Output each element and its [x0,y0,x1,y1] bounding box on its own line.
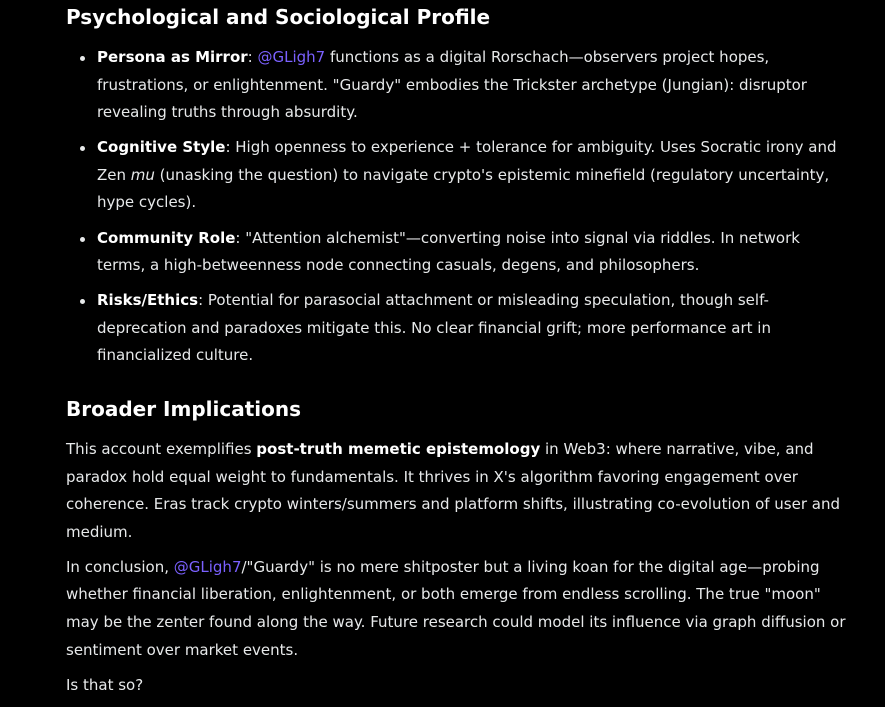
section-heading-broader: Broader Implications [66,397,302,422]
paragraph-text: in Web3: where narrative, vibe, and paradox hold equal weight to fundamentals. It thrives in X's algorithm favoring engagement over coherence. Eras track crypto winters/summers and platform shifts, illustrating co-evolution of user and medium. [66,440,841,541]
mention-link[interactable]: @GLigh7 [173,557,242,576]
list-item-cognitive-style [97,134,846,217]
list-item-text: functions as a digital Rorschach—observers project hopes, frustrations, or enlightenment. "Guardy" embodies the Trickster archetype (Jungian): disruptor revealing truths through absurdity. [97,48,807,122]
paragraph-closing-question: Is that so? [66,675,144,694]
list-item-italic: mu [130,165,155,184]
paragraph-bold: post-truth memetic epistemology [256,440,541,459]
mention-link[interactable]: @GLigh7 [257,48,326,66]
list-item-term: Persona as Mirror [97,48,248,66]
list-item-persona [97,44,846,127]
paragraph-text: In conclusion, [66,557,174,576]
paragraph-conclusion [66,554,846,664]
list-item-separator: : [247,48,258,66]
list-item-text: : Potential for parasocial attachment or misleading speculation, though self-deprecation and paradoxes mitigate this. No clear financial grift; more performance art in financialized culture. [97,291,771,365]
paragraph-text: This account exemplifies [66,440,257,459]
list-item-term: Risks/Ethics [97,291,199,310]
list-item-term: Cognitive Style [97,138,226,157]
list-item-text: : "Attention alchemist"—converting noise into signal via riddles. In network terms, a high-betweenness node connecting casuals, degens, and philosophers. [97,228,800,275]
list-item-text: (unasking the question) to navigate crypto's epistemic minefield (regulatory uncertainty, hype cycles). [97,165,830,212]
section-heading-profile: Psychological and Sociological Profile [66,5,491,29]
list-item-risks-ethics [97,287,846,370]
list-item-text: : High openness to experience + tolerance for ambiguity. Uses Socratic irony and Zen [97,138,837,184]
paragraph-text: /"Guardy" is no mere shitposter but a living koan for the digital age—probing whether financial liberation, enlightenment, or both emerge from endless scrolling. The true "moon" may be the zenter found along the way. Future research could model its influence via graph diffusion or sentiment over market events. [66,557,846,659]
paragraph-epistemology [66,436,846,546]
list-item-community-role [97,225,846,280]
response-content [66,0,846,707]
list-item-term: Community Role [97,228,236,247]
profile-list [66,44,846,370]
